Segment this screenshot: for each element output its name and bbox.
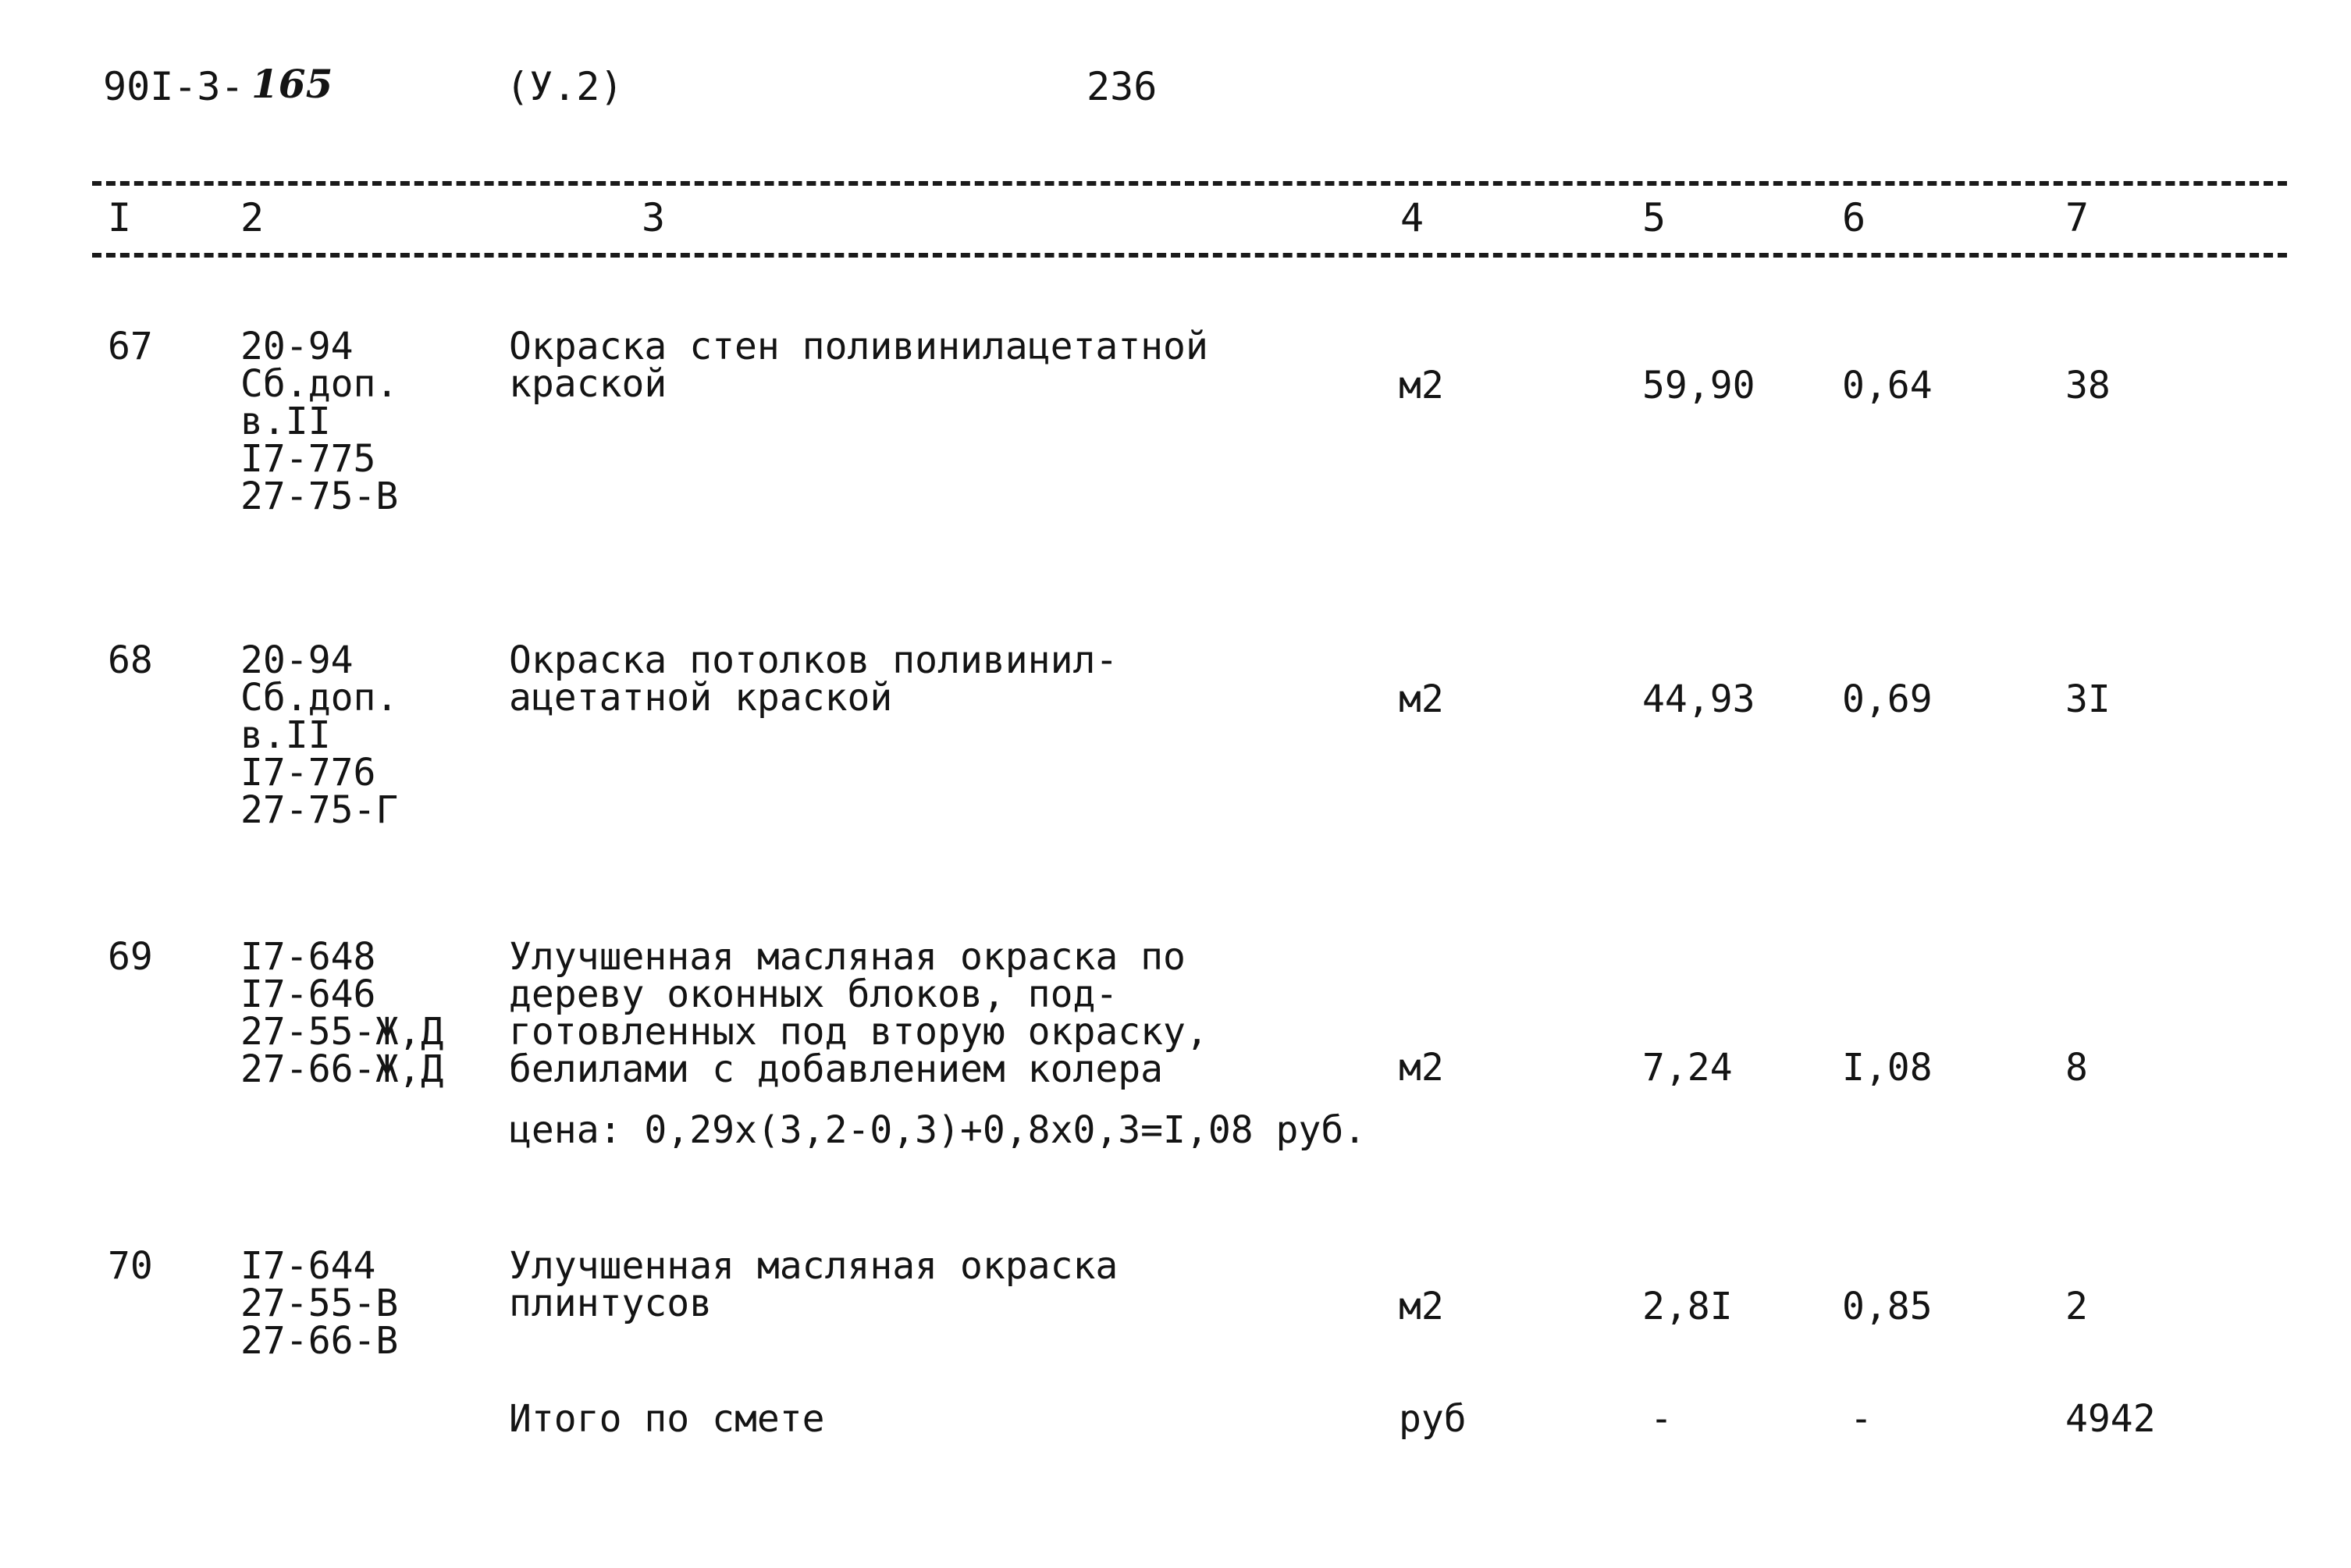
page-number: 236 [1087, 64, 1158, 109]
row-codes: 20-94 Сб.доп. в.II I7-776 27-75-Г [240, 638, 399, 832]
row-description: Улучшенная масляная окраска по дереву оконных блоков, под- готовленных под вторую окраску, белилами с добавлением колера [509, 935, 1208, 1091]
column-6-label: 6 [1842, 195, 1866, 240]
column-3-label: 3 [642, 195, 666, 240]
row-quantity: 59,90 [1642, 364, 1755, 407]
rule-bottom [92, 253, 2287, 258]
column-7-label: 7 [2065, 195, 2090, 240]
row-price: 0,85 [1842, 1285, 1933, 1328]
row-codes: 20-94 Сб.доп. в.II I7-775 27-75-В [240, 325, 399, 518]
row-price: I,08 [1842, 1046, 1933, 1090]
column-2-label: 2 [240, 195, 265, 240]
column-4-label: 4 [1400, 195, 1424, 240]
row-codes: I7-644 27-55-В 27-66-В [240, 1244, 399, 1363]
row-number: 69 [108, 935, 153, 979]
row-number: 67 [108, 325, 153, 368]
row-price-note: цена: 0,29х(3,2-0,3)+0,8х0,3=I,08 руб. [509, 1108, 1367, 1152]
rule-top [92, 181, 2287, 186]
row-quantity: 44,93 [1642, 677, 1755, 721]
summary-unit: руб [1399, 1397, 1467, 1441]
row-total: 38 [2065, 364, 2111, 407]
row-quantity: 2,8I [1642, 1285, 1733, 1328]
row-quantity: 7,24 [1642, 1046, 1733, 1090]
summary-quantity: - [1650, 1397, 1673, 1441]
row-description: Окраска стен поливинилацетатной краской [509, 325, 1208, 406]
row-total: 2 [2065, 1285, 2088, 1328]
row-unit: м2 [1399, 677, 1444, 721]
document-code-handwritten: 165 [251, 61, 333, 107]
column-5-label: 5 [1642, 195, 1666, 240]
row-price: 0,69 [1842, 677, 1933, 721]
row-total: 8 [2065, 1046, 2088, 1090]
row-unit: м2 [1399, 1285, 1444, 1328]
section-label: (У.2) [506, 64, 624, 109]
row-description: Улучшенная масляная окраска плинтусов [509, 1244, 1119, 1325]
row-description: Окраска потолков поливинил- ацетатной краской [509, 638, 1119, 720]
document-code: 90I-3- [103, 64, 244, 109]
row-codes: I7-648 I7-646 27-55-Ж,Д 27-66-Ж,Д [240, 935, 444, 1091]
summary-total: 4942 [2065, 1397, 2156, 1441]
row-number: 70 [108, 1244, 153, 1288]
row-unit: м2 [1399, 1046, 1444, 1090]
row-unit: м2 [1399, 364, 1444, 407]
row-total: 3I [2065, 677, 2111, 721]
row-price: 0,64 [1842, 364, 1933, 407]
column-1-label: I [108, 195, 132, 240]
row-number: 68 [108, 638, 153, 682]
summary-price: - [1850, 1397, 1873, 1441]
summary-label: Итого по смете [509, 1397, 825, 1441]
